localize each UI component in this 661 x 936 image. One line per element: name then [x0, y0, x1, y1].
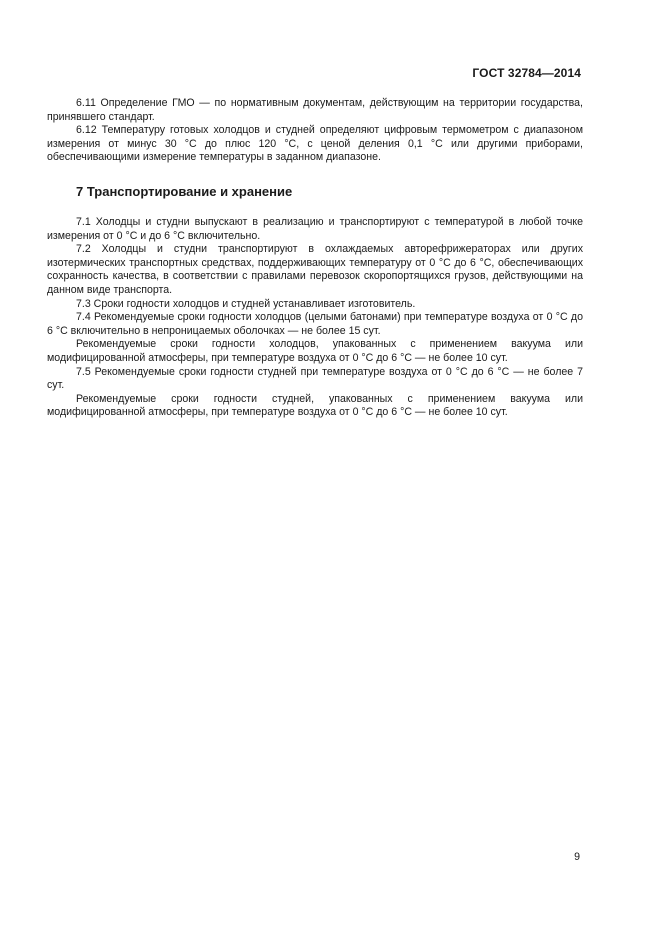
paragraph-7-4-vacuum: Рекомендуемые сроки годности холодцов, упакованных с применением вакуума или модифицированной атмосферы, при температуре воздуха от 0 °С до 6 °С — не более 10 сут.: [47, 338, 583, 364]
section-title: 7 Транспортирование и хранение: [76, 183, 293, 199]
paragraph-6-11: 6.11 Определение ГМО — по нормативным документам, действующим на территории государства, принявшего стандарт.: [47, 97, 583, 123]
paragraph-7-5: 7.5 Рекомендуемые сроки годности студней при температуре воздуха от 0 °С до 6 °С — не более 7 сут.: [47, 365, 583, 392]
paragraph-7-5-vacuum: Рекомендуемые сроки годности студней, упакованных с применением вакуума или модифицированной атмосферы, при температуре воздуха от 0 °С до 6 °С — не более 10 сут.: [47, 392, 583, 419]
document-code: ГОСТ 32784—2014: [472, 66, 581, 80]
paragraph-7-3: 7.3 Сроки годности холодцов и студней устанавливает изготовитель.: [76, 297, 416, 310]
document-body: [47, 97, 583, 420]
paragraph-7-1: 7.1 Холодцы и студни выпускают в реализацию и транспортируют с температурой в любой точке измерения от 0 °С и до 6 °С включительно.: [47, 215, 583, 242]
paragraph-7-2: 7.2 Холодцы и студни транспортируют в охлаждаемых авторефрижераторах или других изотермических транспортных средствах, поддерживающих температуру от 0 °С до 6 °С, обеспечивающих сохранность качества, в соответствии с правилами перевозок скоропортящихся грузов, действующими на данном виде транспорта.: [47, 243, 583, 296]
paragraph-6-12: 6.12 Температуру готовых холодцов и студней определяют цифровым термометром с диапазоном измерения от минус 30 °С до плюс 120 °С, с ценой деления 0,1 °С или другими приборами, обеспечивающими измерение температуры в заданном диапазоне.: [47, 124, 583, 164]
page-number: 9: [574, 851, 580, 863]
paragraph-7-4: 7.4 Рекомендуемые сроки годности холодцов (целыми батонами) при температуре воздуха от 0 °С до 6 °С включительно в непроницаемых оболочках — не более 15 сут.: [47, 311, 583, 337]
